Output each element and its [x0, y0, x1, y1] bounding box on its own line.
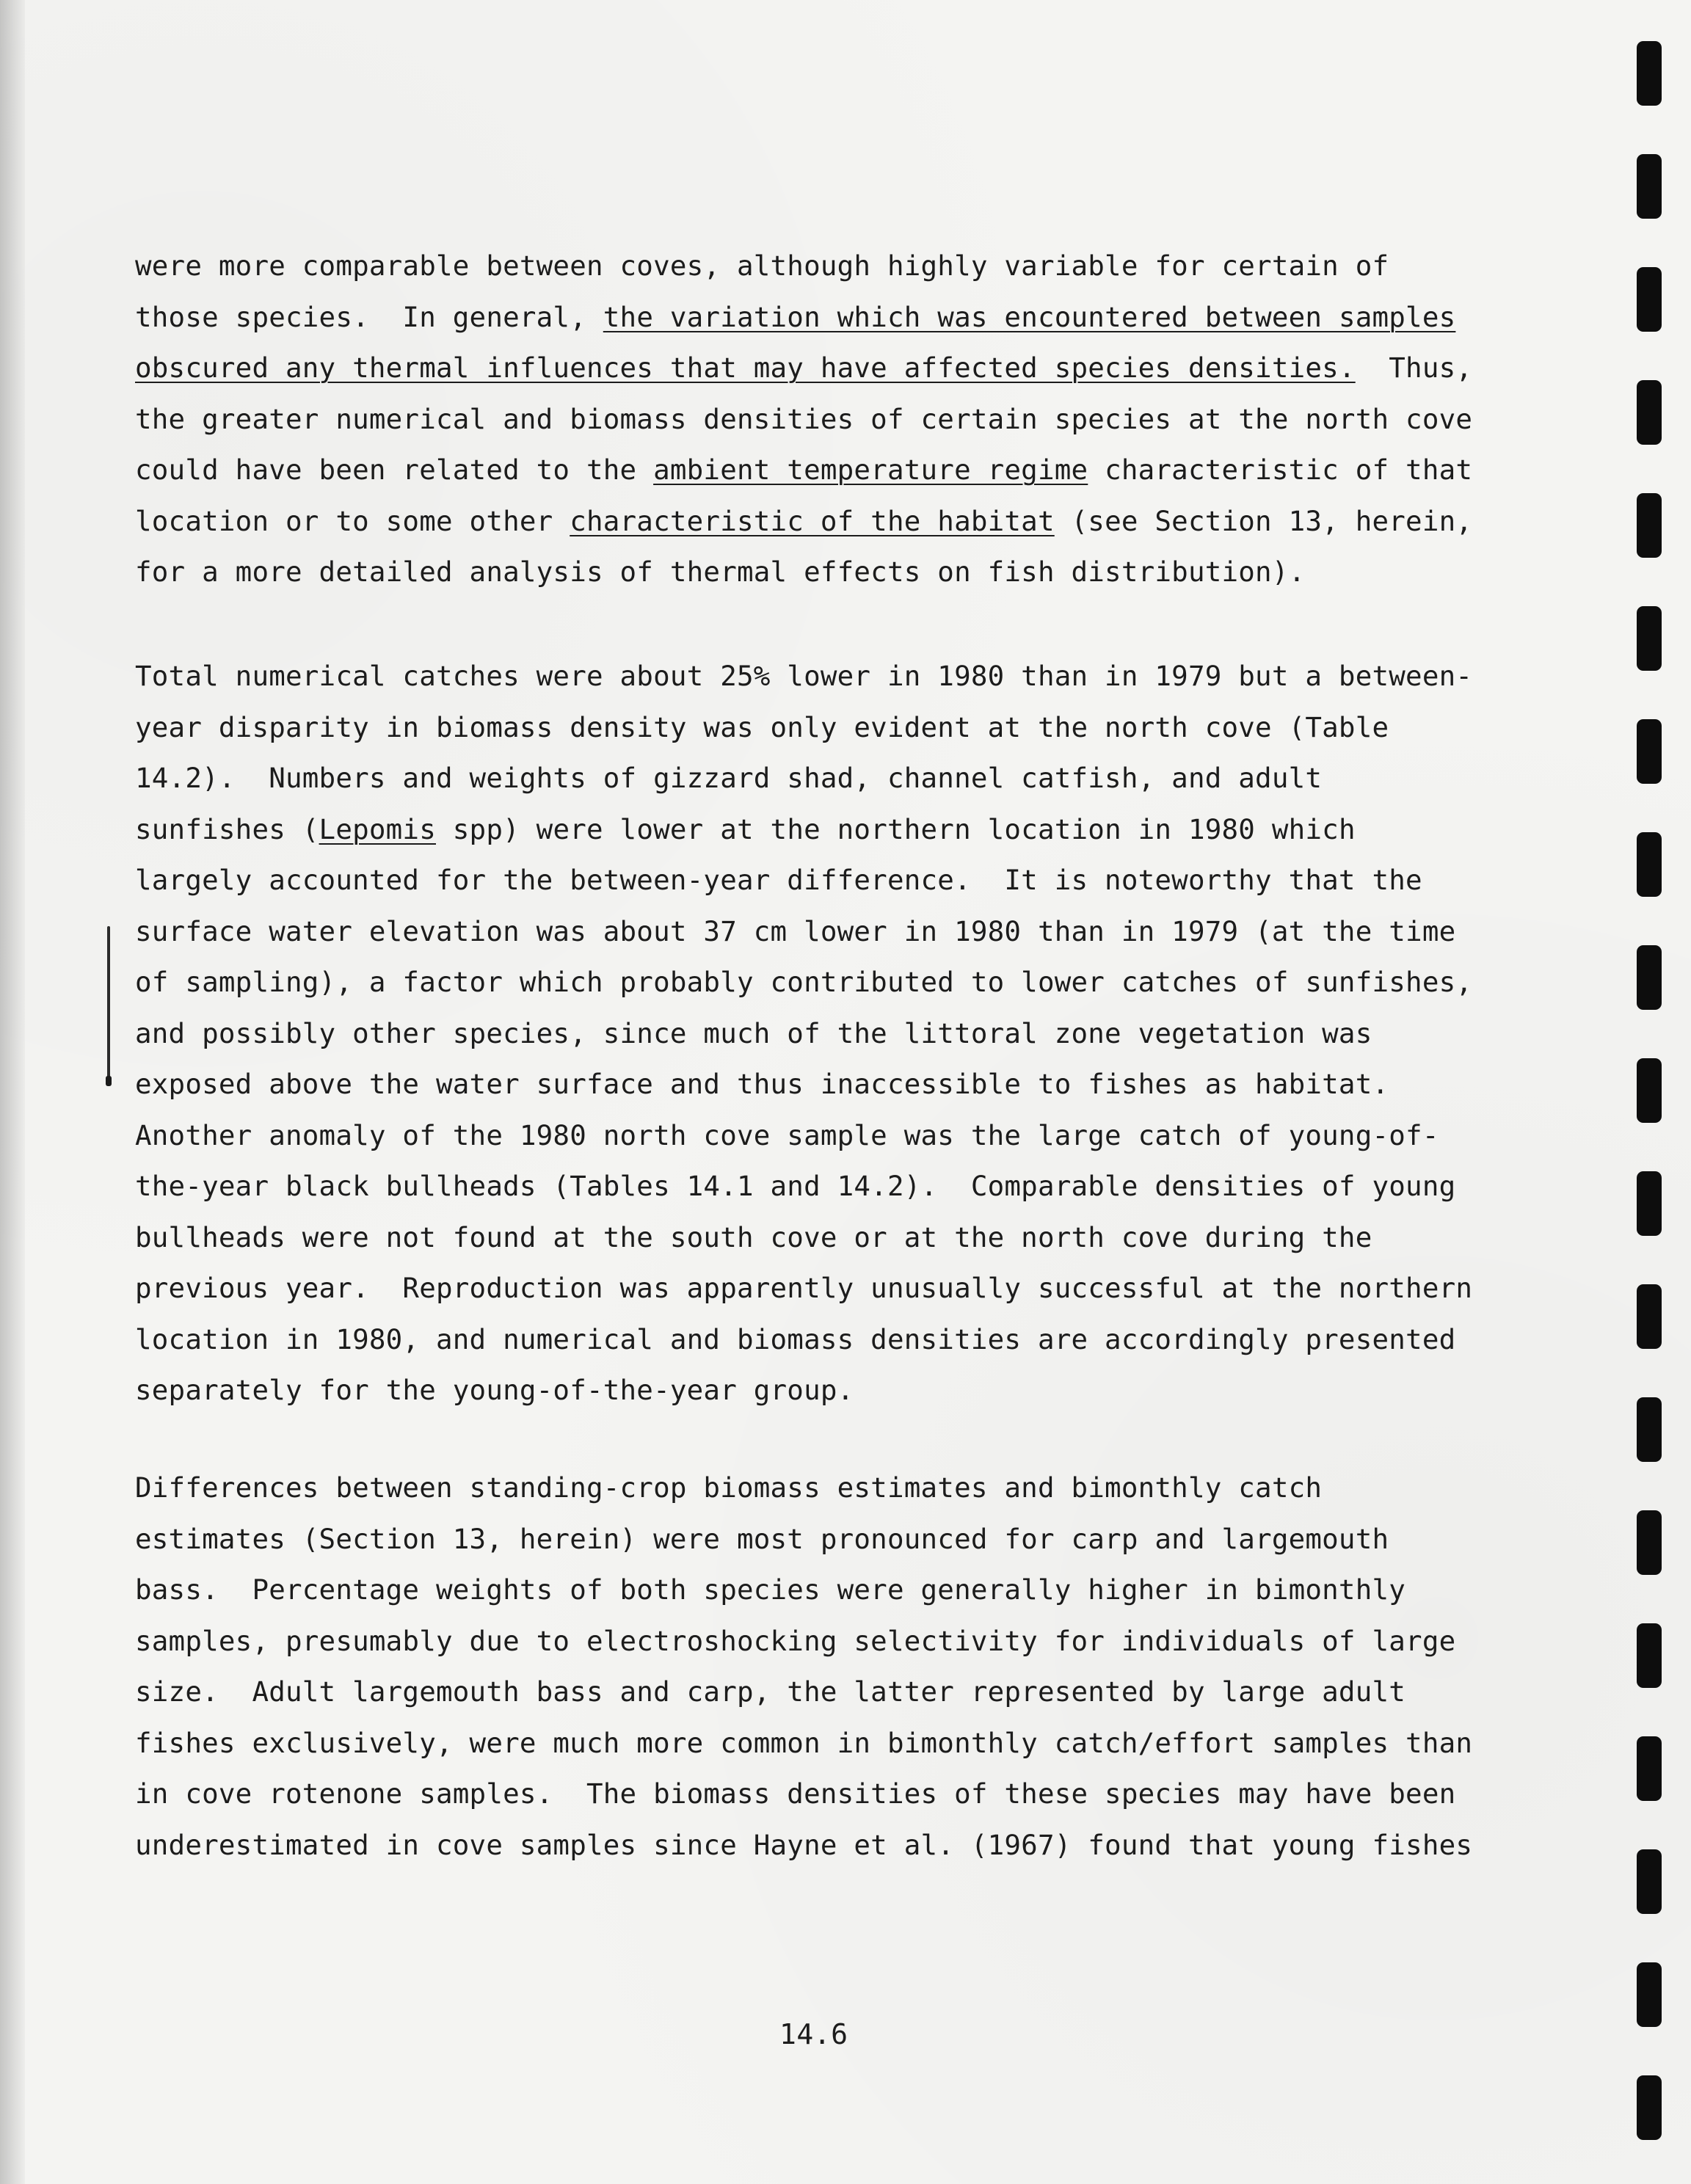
paragraph-1 [135, 241, 1515, 598]
text-line [135, 1161, 1515, 1212]
binding-hole [1637, 606, 1662, 671]
text-line [135, 1008, 1515, 1060]
text-segment: were more comparable between coves, although highly variable for certain of [135, 250, 1389, 282]
text-line [135, 1463, 1515, 1514]
text-line [135, 651, 1515, 702]
text-line [135, 1263, 1515, 1314]
binding-hole [1637, 1284, 1662, 1349]
binding-hole [1637, 1058, 1662, 1123]
underlined-text: the variation which was encountered between samples [603, 300, 1456, 333]
binding-hole [1637, 1849, 1662, 1914]
text-segment: separately for the young-of-the-year group. [135, 1374, 854, 1406]
text-segment: Thus, [1355, 352, 1473, 384]
text-line [135, 1820, 1515, 1871]
text-line [135, 1314, 1515, 1366]
text-line [135, 445, 1515, 496]
binding-hole [1637, 493, 1662, 558]
text-line [135, 1718, 1515, 1769]
paragraph-2 [135, 651, 1515, 1416]
text-segment: the greater numerical and biomass densities of certain species at the north cove [135, 402, 1473, 435]
text-segment: fishes exclusively, were much more common in bimonthly catch/effort samples than [135, 1726, 1473, 1759]
text-line [135, 547, 1515, 598]
text-segment: Another anomaly of the 1980 north cove sample was the large catch of young-of- [135, 1118, 1439, 1151]
binding-hole [1637, 945, 1662, 1010]
text-segment: the-year black bullheads (Tables 14.1 and 14.2). Comparable densities of young [135, 1170, 1456, 1202]
text-segment: location or to some other [135, 504, 570, 537]
text-line [135, 1565, 1515, 1616]
text-line [135, 855, 1515, 906]
underlined-text: obscured any thermal influences that may have affected species densities. [135, 352, 1356, 384]
binding-hole [1637, 2075, 1662, 2140]
underlined-text: Lepomis [319, 812, 436, 845]
binding-hole [1637, 719, 1662, 784]
text-line [135, 343, 1515, 394]
text-segment: sunfishes ( [135, 812, 319, 845]
text-segment: exposed above the water surface and thus inaccessible to fishes as habitat. [135, 1068, 1389, 1100]
binding-hole [1637, 41, 1662, 106]
binding-hole [1637, 154, 1662, 219]
text-segment: of sampling), a factor which probably contributed to lower catches of sunfishes, [135, 966, 1473, 998]
binding-hole [1637, 1510, 1662, 1575]
text-segment: characteristic of that [1088, 454, 1473, 486]
text-segment: underestimated in cove samples since Hayne et al. (1967) found that young fishes [135, 1828, 1473, 1861]
text-line [135, 1616, 1515, 1667]
binding-hole [1637, 1397, 1662, 1462]
page-number: 14.6 [779, 2018, 848, 2050]
text-line [135, 957, 1515, 1008]
binding-hole [1637, 380, 1662, 445]
text-segment: in cove rotenone samples. The biomass densities of these species may have been [135, 1777, 1456, 1810]
binding-hole [1637, 1962, 1662, 2027]
text-line [135, 804, 1515, 856]
text-line [135, 394, 1515, 445]
text-segment: year disparity in biomass density was only evident at the north cove (Table [135, 710, 1389, 743]
text-segment: previous year. Reproduction was apparently unusually successful at the northern [135, 1272, 1473, 1304]
text-line [135, 292, 1515, 343]
binding-hole [1637, 1623, 1662, 1688]
text-line [135, 753, 1515, 804]
underlined-text: characteristic of the habitat [570, 504, 1055, 537]
text-segment: Differences between standing-crop biomass estimates and bimonthly catch [135, 1471, 1323, 1504]
text-line [135, 496, 1515, 547]
text-line [135, 1769, 1515, 1820]
text-line [135, 1365, 1515, 1416]
text-segment: location in 1980, and numerical and biomass densities are accordingly presented [135, 1322, 1456, 1355]
text-line [135, 702, 1515, 754]
text-segment: 14.2). Numbers and weights of gizzard shad, channel catfish, and adult [135, 762, 1323, 794]
text-segment: bass. Percentage weights of both species were generally higher in bimonthly [135, 1573, 1406, 1606]
text-segment: samples, presumably due to electroshocking selectivity for individuals of large [135, 1624, 1456, 1657]
text-line [135, 906, 1515, 958]
margin-annotation-line [107, 926, 110, 1082]
text-segment: for a more detailed analysis of thermal effects on fish distribution). [135, 556, 1306, 588]
text-segment: size. Adult largemouth bass and carp, the latter represented by large adult [135, 1675, 1406, 1708]
binding-hole [1637, 1171, 1662, 1236]
binding-hole [1637, 832, 1662, 897]
scan-edge-shadow [0, 0, 25, 2184]
text-segment: spp) were lower at the northern location in 1980 which [436, 812, 1356, 845]
text-segment: estimates (Section 13, herein) were most pronounced for carp and largemouth [135, 1522, 1389, 1555]
text-line [135, 1110, 1515, 1162]
text-line [135, 241, 1515, 292]
text-segment: (see Section 13, herein, [1054, 504, 1473, 537]
text-segment: surface water elevation was about 37 cm lower in 1980 than in 1979 (at the time [135, 914, 1456, 947]
underlined-text: ambient temperature regime [653, 454, 1088, 486]
text-segment: bullheads were not found at the south cove or at the north cove during the [135, 1220, 1372, 1253]
text-line [135, 1667, 1515, 1718]
text-segment: those species. In general, [135, 300, 603, 333]
text-segment: and possibly other species, since much of the littoral zone vegetation was [135, 1016, 1372, 1049]
binding-hole [1637, 1736, 1662, 1801]
text-segment: Total numerical catches were about 25% lower in 1980 than in 1979 but a between- [135, 660, 1473, 692]
text-line [135, 1059, 1515, 1110]
paragraph-3 [135, 1463, 1515, 1871]
binding-hole [1637, 267, 1662, 332]
text-line [135, 1514, 1515, 1565]
text-segment: could have been related to the [135, 454, 654, 486]
text-line [135, 1212, 1515, 1264]
text-segment: largely accounted for the between-year difference. It is noteworthy that the [135, 864, 1422, 896]
